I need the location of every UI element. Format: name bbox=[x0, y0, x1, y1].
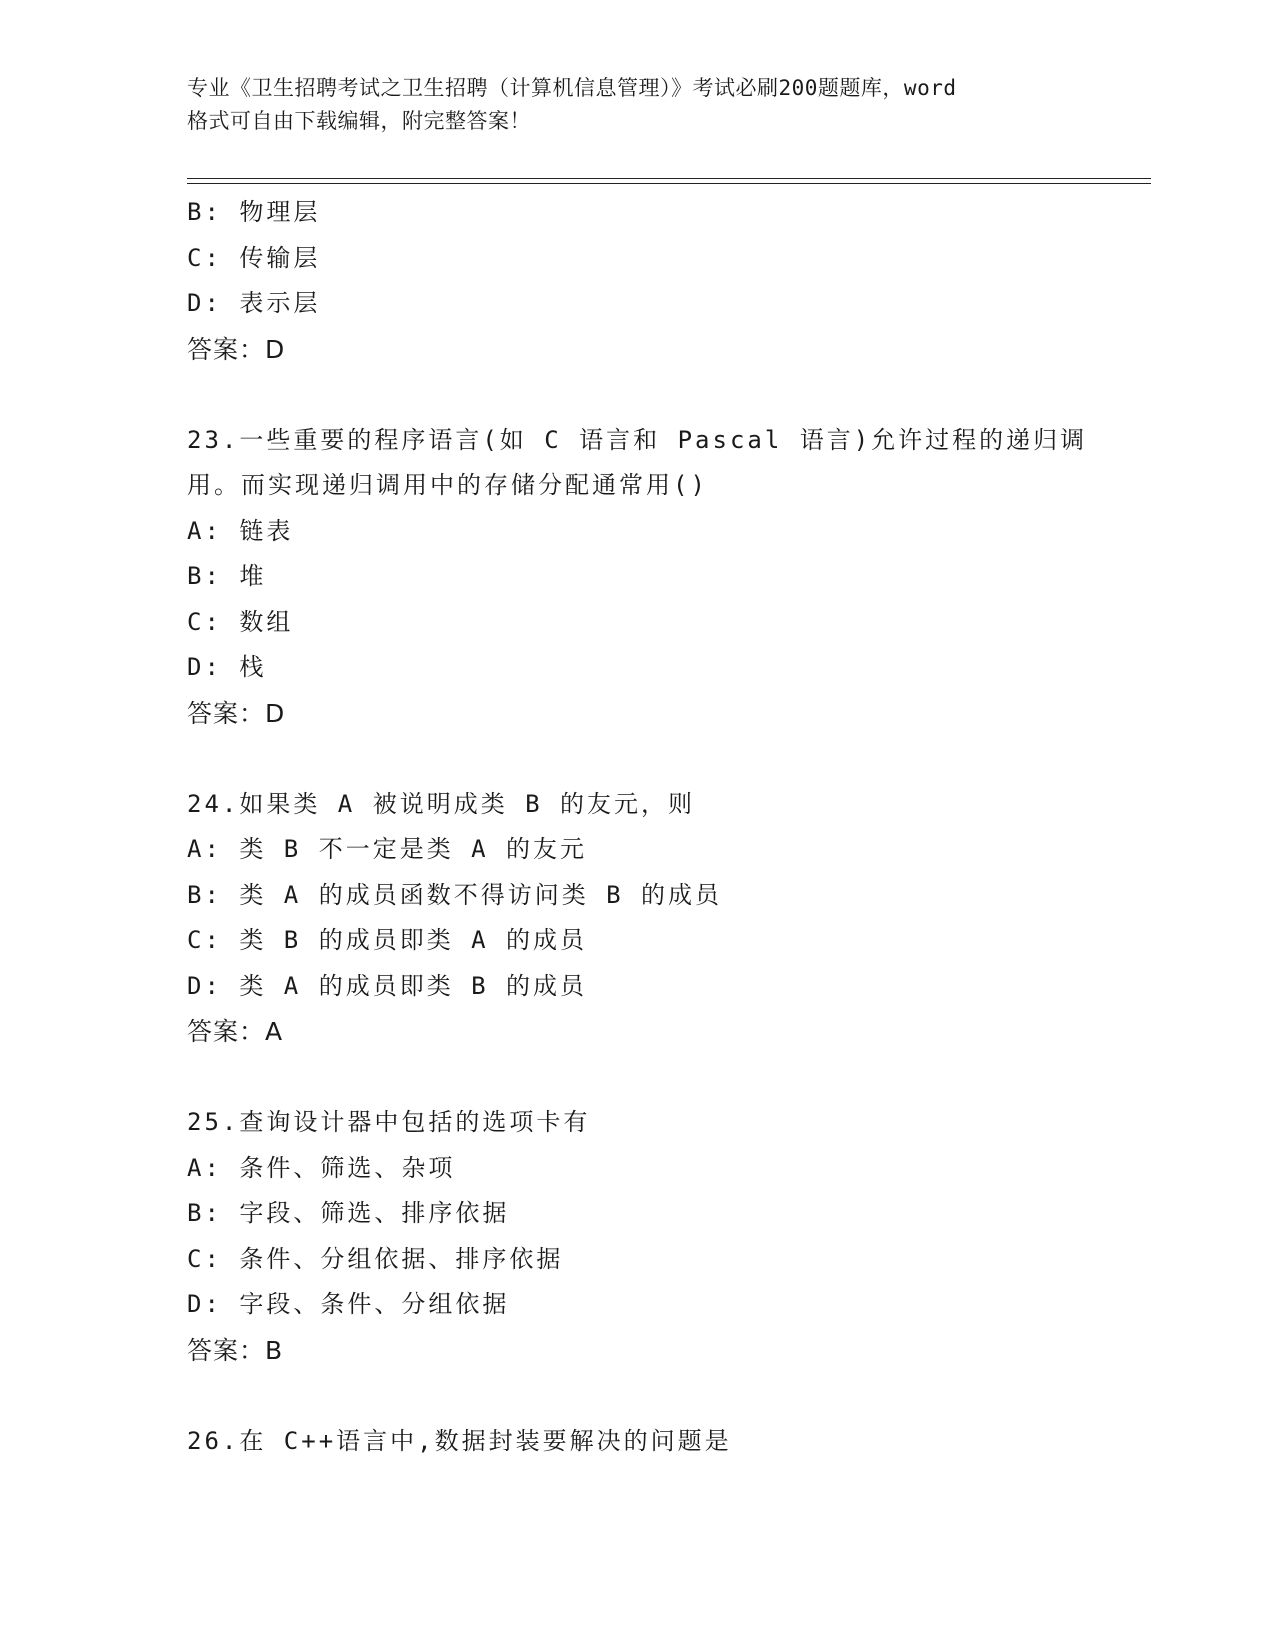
spacer bbox=[187, 736, 1147, 782]
option-b: B: 堆 bbox=[187, 562, 267, 590]
question-24 bbox=[187, 782, 1147, 1055]
option-c: C: 类 B 的成员即类 A 的成员 bbox=[187, 926, 588, 954]
header-line-1: 专业《卫生招聘考试之卫生招聘（计算机信息管理）》考试必刷200题题库，word bbox=[187, 76, 957, 100]
option-a: A: 条件、筛选、杂项 bbox=[187, 1153, 456, 1182]
spacer bbox=[187, 1373, 1147, 1419]
option-d: D: 类 A 的成员即类 B 的成员 bbox=[187, 971, 588, 1000]
option-b: B: 物理层 bbox=[187, 198, 321, 226]
answer: 答案：A bbox=[187, 1017, 284, 1046]
answer: 答案：D bbox=[187, 698, 286, 728]
option-b: B: 类 A 的成员函数不得访问类 B 的成员 bbox=[187, 880, 723, 909]
question-stem: 24.如果类 A 被说明成类 B 的友元，则 bbox=[187, 789, 696, 818]
option-a: A: 链表 bbox=[187, 516, 294, 545]
spacer bbox=[187, 372, 1147, 418]
document-header bbox=[187, 72, 1087, 138]
question-list bbox=[187, 190, 1147, 1464]
option-d: D: 栈 bbox=[187, 653, 267, 681]
option-d: D: 表示层 bbox=[187, 289, 321, 317]
option-c: C: 传输层 bbox=[187, 243, 321, 272]
header-divider-bottom bbox=[187, 183, 1151, 184]
question-stem: 26.在 C++语言中,数据封装要解决的问题是 bbox=[187, 1426, 732, 1455]
option-c: C: 条件、分组依据、排序依据 bbox=[187, 1244, 564, 1273]
option-d: D: 字段、条件、分组依据 bbox=[187, 1290, 510, 1318]
answer: 答案：B bbox=[187, 1335, 284, 1365]
option-a: A: 类 B 不一定是类 A 的友元 bbox=[187, 835, 588, 863]
question-26 bbox=[187, 1419, 1147, 1465]
header-divider-top bbox=[187, 178, 1151, 179]
option-b: B: 字段、筛选、排序依据 bbox=[187, 1199, 510, 1227]
question-stem: 用。而实现递归调用中的存储分配通常用() bbox=[187, 471, 708, 499]
question-25 bbox=[187, 1100, 1147, 1373]
spacer bbox=[187, 1055, 1147, 1101]
question-stem: 25.查询设计器中包括的选项卡有 bbox=[187, 1108, 591, 1136]
answer: 答案：D bbox=[187, 334, 286, 364]
question-23 bbox=[187, 418, 1147, 737]
option-c: C: 数组 bbox=[187, 607, 294, 636]
question-stem: 23.一些重要的程序语言(如 C 语言和 Pascal 语言)允许过程的递归调 bbox=[187, 425, 1088, 454]
question-22-continued bbox=[187, 190, 1147, 372]
header-line-2: 格式可自由下载编辑，附完整答案！ bbox=[187, 109, 531, 133]
